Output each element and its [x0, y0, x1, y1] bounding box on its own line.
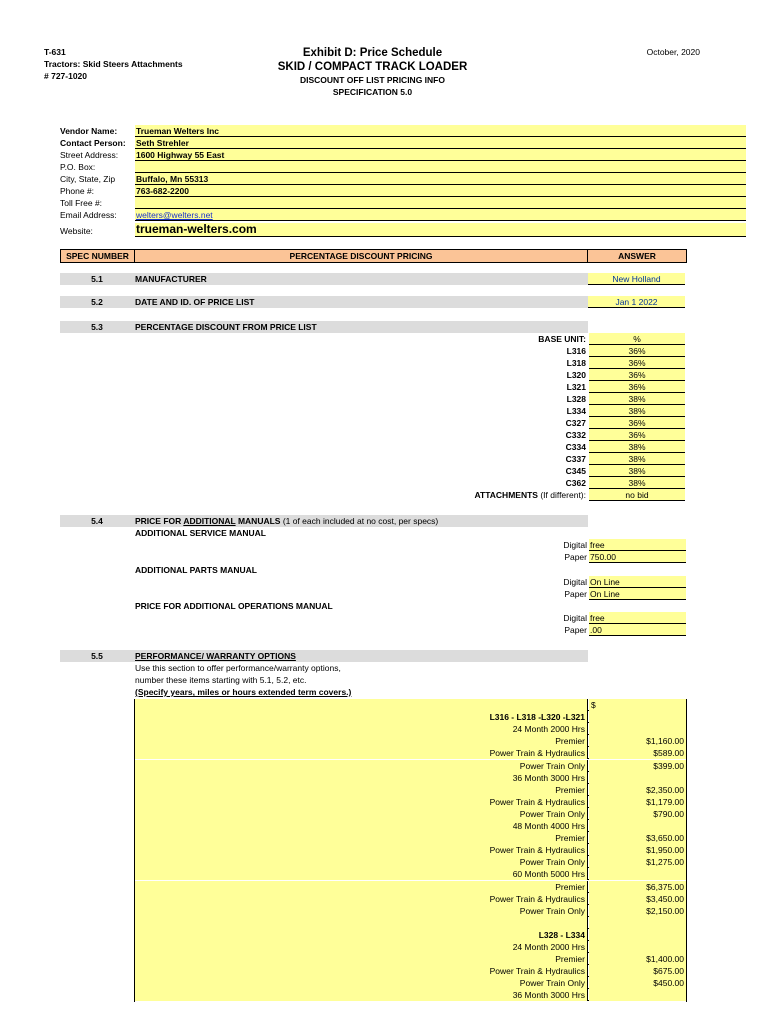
- discount-cell[interactable]: 36%: [589, 357, 685, 369]
- document-date: October, 2020: [646, 47, 700, 57]
- model-label: C337: [565, 454, 586, 464]
- model-label: C362: [565, 478, 586, 488]
- warranty-price-cell[interactable]: $3,450.00: [589, 893, 686, 905]
- spec-label: MANUFACTURER: [135, 274, 207, 284]
- spec-number: 5.4: [91, 516, 103, 526]
- warranty-price-cell[interactable]: $1,160.00: [589, 735, 686, 747]
- warranty-option-label: Power Train Only: [135, 856, 588, 868]
- vendor-label: Phone #:: [60, 186, 95, 196]
- doc-contract: # 727-1020: [44, 71, 88, 81]
- manuals-label-post: MANUALS: [235, 516, 281, 526]
- title-line-4: SPECIFICATION 5.0: [332, 87, 413, 97]
- warranty-row: [135, 905, 686, 917]
- toll-free-field[interactable]: [135, 197, 746, 209]
- spec-label: DATE AND ID. OF PRICE LIST: [135, 297, 255, 307]
- model-label: C332: [565, 430, 586, 440]
- format-label: Digital: [563, 540, 587, 550]
- discount-cell[interactable]: 36%: [589, 369, 685, 381]
- warranty-instruction-2: number these items starting with 5.1, 5.2, etc.: [135, 675, 307, 685]
- spec-number-header: SPEC NUMBER: [61, 250, 135, 262]
- warranty-option-label: [135, 917, 588, 929]
- vendor-label: Vendor Name:: [60, 126, 118, 136]
- title-line-3: DISCOUNT OFF LIST PRICING INFO: [300, 75, 445, 85]
- warranty-row: [135, 929, 686, 941]
- model-label: BASE UNIT:: [538, 334, 586, 344]
- manual-price-cell[interactable]: free: [589, 539, 686, 551]
- model-label: L321: [566, 382, 586, 392]
- manual-price-cell[interactable]: free: [589, 612, 686, 624]
- warranty-option-label: [135, 699, 588, 711]
- po-box-field[interactable]: [135, 161, 746, 173]
- warranty-row: [135, 965, 686, 977]
- price-list-answer[interactable]: Jan 1 2022: [588, 296, 685, 308]
- discount-cell[interactable]: 38%: [589, 405, 685, 417]
- vendor-label: Website:: [60, 226, 93, 236]
- contact-person-field[interactable]: Seth Strehler: [135, 137, 746, 149]
- discount-cell[interactable]: 38%: [589, 441, 685, 453]
- format-label: Paper: [564, 589, 587, 599]
- warranty-price-cell[interactable]: $: [589, 699, 686, 711]
- warranty-row: [135, 989, 686, 1001]
- warranty-option-label: L316 - L318 -L320 -L321: [135, 711, 588, 723]
- discount-cell[interactable]: 36%: [589, 429, 685, 441]
- discount-cell[interactable]: %: [589, 333, 685, 345]
- warranty-option-label: Power Train Only: [135, 808, 588, 820]
- warranty-price-cell[interactable]: $675.00: [589, 965, 686, 977]
- format-label: Digital: [563, 577, 587, 587]
- discount-cell[interactable]: 38%: [589, 393, 685, 405]
- spec-number: 5.2: [91, 297, 103, 307]
- email-link[interactable]: welters@welters.net: [135, 209, 746, 221]
- city-state-zip-field[interactable]: Buffalo, Mn 55313: [135, 173, 746, 185]
- warranty-price-cell[interactable]: $790.00: [589, 808, 686, 820]
- warranty-price-cell[interactable]: $2,350.00: [589, 784, 686, 796]
- warranty-row: [135, 917, 686, 929]
- warranty-row: [135, 977, 686, 989]
- warranty-instruction-1: Use this section to offer performance/warranty options,: [135, 663, 341, 673]
- warranty-instruction-3: (Specify years, miles or hours extended term covers.): [135, 687, 352, 697]
- discount-cell[interactable]: 38%: [589, 453, 685, 465]
- model-label: C334: [565, 442, 586, 452]
- warranty-price-cell[interactable]: $2,150.00: [589, 905, 686, 917]
- model-label: C345: [565, 466, 586, 476]
- spec-label: PERCENTAGE DISCOUNT FROM PRICE LIST: [135, 322, 317, 332]
- answer-header: ANSWER: [618, 251, 656, 261]
- spec-number: 5.5: [91, 651, 103, 661]
- vendor-label: P.O. Box:: [60, 162, 96, 172]
- manual-price-cell[interactable]: On Line: [589, 588, 686, 600]
- warranty-option-label: Power Train & Hydraulics: [135, 965, 588, 977]
- document-title-block: [240, 46, 505, 98]
- warranty-row: [135, 760, 686, 772]
- warranty-price-cell[interactable]: [589, 941, 686, 953]
- warranty-row: [135, 868, 686, 880]
- format-label: Paper: [564, 552, 587, 562]
- website-field[interactable]: trueman-welters.com: [135, 223, 746, 237]
- model-label: L316: [566, 346, 586, 356]
- parts-manual-label: ADDITIONAL PARTS MANUAL: [135, 565, 257, 575]
- warranty-row: [135, 796, 686, 808]
- warranty-price-cell[interactable]: $399.00: [589, 760, 686, 772]
- warranty-row: [135, 747, 686, 759]
- attachments-label-text: ATTACHMENTS: [474, 490, 538, 500]
- warranty-option-label: Power Train Only: [135, 905, 588, 917]
- model-label: L318: [566, 358, 586, 368]
- warranty-row: [135, 820, 686, 832]
- warranty-price-cell[interactable]: [589, 820, 686, 832]
- pricing-header: PERCENTAGE DISCOUNT PRICING: [135, 250, 588, 262]
- warranty-option-label: Premier: [135, 832, 588, 844]
- doc-number: T-631: [44, 47, 66, 57]
- warranty-row: [135, 856, 686, 868]
- attachments-cell[interactable]: no bid: [589, 489, 685, 501]
- warranty-price-cell[interactable]: $1,275.00: [589, 856, 686, 868]
- warranty-option-label: Power Train & Hydraulics: [135, 844, 588, 856]
- warranty-option-label: Premier: [135, 784, 588, 796]
- warranty-price-cell[interactable]: $1,950.00: [589, 844, 686, 856]
- warranty-option-label: Premier: [135, 735, 588, 747]
- warranty-row: [135, 832, 686, 844]
- warranty-option-label: 36 Month 3000 Hrs: [135, 772, 588, 784]
- warranty-option-label: 48 Month 4000 Hrs: [135, 820, 588, 832]
- model-label: C327: [565, 418, 586, 428]
- attachments-label: [0, 489, 588, 501]
- warranty-row: [135, 723, 686, 735]
- service-manual-label: ADDITIONAL SERVICE MANUAL: [135, 528, 266, 538]
- discount-cell[interactable]: 36%: [589, 381, 685, 393]
- warranty-option-label: L328 - L334: [135, 929, 588, 941]
- warranty-price-cell[interactable]: [589, 772, 686, 784]
- warranty-table: [134, 699, 687, 1002]
- warranty-row: [135, 772, 686, 784]
- warranty-price-cell[interactable]: [589, 868, 686, 880]
- warranty-title: PERFORMANCE/ WARRANTY OPTIONS: [135, 651, 296, 661]
- vendor-name-field[interactable]: Trueman Welters Inc: [135, 125, 746, 137]
- discount-cell[interactable]: 36%: [589, 345, 685, 357]
- discount-cell[interactable]: 38%: [589, 477, 685, 489]
- manuals-note: (1 of each included at no cost, per specs): [280, 516, 439, 526]
- warranty-price-cell[interactable]: $450.00: [589, 977, 686, 989]
- warranty-option-label: 36 Month 3000 Hrs: [135, 989, 588, 1001]
- doc-category: Tractors: Skid Steers Attachments: [44, 59, 183, 69]
- manuals-label-pre: PRICE FOR: [135, 516, 184, 526]
- manual-price-cell[interactable]: 750.00: [589, 551, 686, 563]
- vendor-label: Street Address:: [60, 150, 119, 160]
- warranty-row: [135, 893, 686, 905]
- warranty-option-label: Premier: [135, 953, 588, 965]
- format-label: Paper: [564, 625, 587, 635]
- spec-label: [135, 515, 438, 527]
- page-subtitle: SKID / COMPACT TRACK LOADER: [277, 61, 468, 73]
- warranty-price-cell[interactable]: [589, 989, 686, 1001]
- attachments-note: (If different):: [540, 490, 586, 500]
- discount-cell[interactable]: 36%: [589, 417, 685, 429]
- spec-number: 5.1: [91, 274, 103, 284]
- manuals-label-underlined: ADDITIONAL: [183, 516, 236, 526]
- warranty-price-cell[interactable]: [589, 929, 686, 941]
- phone-field[interactable]: 763-682-2200: [135, 185, 746, 197]
- discount-cell[interactable]: 38%: [589, 465, 685, 477]
- spec-table-header: [60, 249, 687, 263]
- format-label: Digital: [563, 613, 587, 623]
- warranty-price-cell[interactable]: [589, 711, 686, 723]
- operations-manual-label: PRICE FOR ADDITIONAL OPERATIONS MANUAL: [135, 601, 333, 611]
- warranty-price-cell[interactable]: [589, 917, 686, 929]
- vendor-label: Email Address:: [60, 210, 117, 220]
- warranty-row: [135, 711, 686, 723]
- model-label: L328: [566, 394, 586, 404]
- warranty-option-label: Power Train Only: [135, 977, 588, 989]
- warranty-option-label: 24 Month 2000 Hrs: [135, 723, 588, 735]
- warranty-row: [135, 699, 686, 711]
- model-label: L320: [566, 370, 586, 380]
- warranty-price-cell[interactable]: $589.00: [589, 747, 686, 759]
- warranty-price-cell[interactable]: [589, 723, 686, 735]
- page-title: Exhibit D: Price Schedule: [302, 47, 443, 59]
- manual-price-cell[interactable]: On Line: [589, 576, 686, 588]
- spec-number: 5.3: [91, 322, 103, 332]
- warranty-option-label: Premier: [135, 881, 588, 893]
- warranty-row: [135, 784, 686, 796]
- warranty-row: [135, 735, 686, 747]
- warranty-row: [135, 941, 686, 953]
- warranty-price-cell[interactable]: $3,650.00: [589, 832, 686, 844]
- warranty-option-label: Power Train & Hydraulics: [135, 796, 588, 808]
- warranty-price-cell[interactable]: $1,179.00: [589, 796, 686, 808]
- warranty-option-label: Power Train & Hydraulics: [135, 893, 588, 905]
- warranty-price-cell[interactable]: $6,375.00: [589, 881, 686, 893]
- warranty-row: [135, 844, 686, 856]
- warranty-row: [135, 953, 686, 965]
- warranty-option-label: Power Train & Hydraulics: [135, 747, 588, 759]
- vendor-label: Contact Person:: [60, 138, 126, 148]
- street-address-field[interactable]: 1600 Highway 55 East: [135, 149, 746, 161]
- vendor-label: Toll Free #:: [60, 198, 103, 208]
- warranty-option-label: Power Train Only: [135, 760, 588, 772]
- warranty-row: [135, 881, 686, 893]
- warranty-row: [135, 808, 686, 820]
- warranty-price-cell[interactable]: $1,400.00: [589, 953, 686, 965]
- model-label: L334: [566, 406, 586, 416]
- warranty-option-label: 24 Month 2000 Hrs: [135, 941, 588, 953]
- vendor-label: City, State, Zip: [60, 174, 116, 184]
- document-id-block: [44, 46, 183, 82]
- warranty-option-label: 60 Month 5000 Hrs: [135, 868, 588, 880]
- manufacturer-answer[interactable]: New Holland: [588, 273, 685, 285]
- manual-price-cell[interactable]: .00: [589, 624, 686, 636]
